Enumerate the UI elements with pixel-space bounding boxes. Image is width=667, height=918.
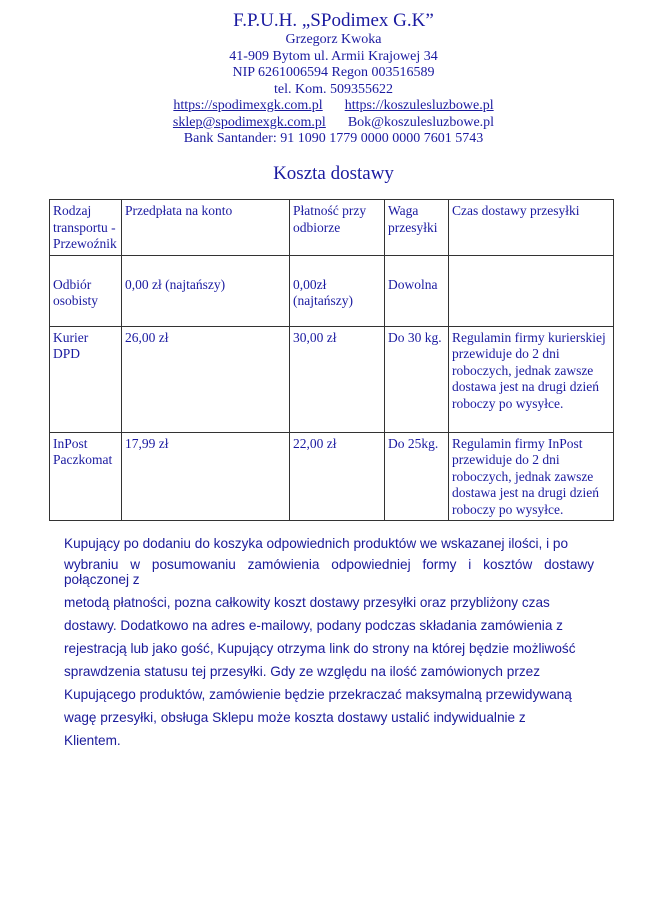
website-link-koszule[interactable]: https://koszulesluzbowe.pl [344, 98, 494, 113]
cell-carrier: InPost Paczkomat [50, 432, 122, 521]
paragraph-line: połączonej z [64, 572, 140, 587]
cell-weight: Dowolna [385, 255, 449, 326]
cell-delivery-time [449, 255, 614, 326]
cell-delivery-time: Regulamin firmy InPost przewiduje do 2 dni roboczych, jednak zawsze dostawa jest na drugi dzień roboczy po wysyłce. [449, 432, 614, 521]
cell-weight: Do 25kg. [385, 432, 449, 521]
table-row [50, 255, 614, 326]
table-row [50, 432, 614, 521]
cell-cod: 30,00 zł [290, 326, 385, 432]
delivery-costs-table [49, 199, 614, 521]
cell-carrier: Odbiór osobisty [50, 255, 122, 326]
cell-weight: Do 30 kg. [385, 326, 449, 432]
paragraph-line: metodą płatności, pozna całkowity koszt dostawy przesyłki oraz przybliżony czas [64, 595, 550, 610]
paragraph-line: wybraniu w posumowaniu zamówienia odpowiedniej formy i kosztów dostawy [64, 557, 594, 572]
owner-name: Grzegorz Kwoka [285, 32, 382, 47]
cell-cod: 0,00zł (najtańszy) [290, 255, 385, 326]
website-link-spodimex[interactable]: https://spodimexgk.com.pl [173, 98, 323, 113]
email-text-bok: Bok@koszulesluzbowe.pl [347, 114, 495, 130]
email-link-sklep[interactable]: sklep@spodimexgk.com.pl [172, 114, 326, 130]
cell-prepayment: 0,00 zł (najtańszy) [122, 255, 290, 326]
header-cell-prepayment: Przedpłata na konto [122, 200, 290, 256]
company-header [0, 10, 667, 148]
table-row [50, 326, 614, 432]
paragraph-line: Kupującego produktów, zamówienie będzie przekraczać maksymalną przewidywaną [64, 687, 572, 702]
company-phone: tel. Kom. 509355622 [274, 81, 393, 97]
paragraph-line: Klientem. [64, 733, 121, 748]
bank-account: Bank Santander: 91 1090 1779 0000 0000 7601 5743 [183, 131, 484, 146]
paragraph-line: dostawy. Dodatkowo na adres e-mailowy, podany podczas składania zamówienia z [64, 618, 563, 633]
header-cell-weight: Waga przesyłki [385, 200, 449, 256]
paragraph-line: Kupujący po dodaniu do koszyka odpowiednich produktów we wskazanej ilości, i po [64, 536, 569, 551]
cell-delivery-time: Regulamin firmy kurierskiej przewiduje do 2 dni roboczych, jednak zawsze dostawa jest na drugi dzień roboczy po wysyłce. [449, 326, 614, 432]
header-cell-carrier: Rodzaj transportu - Przewoźnik [50, 200, 122, 256]
company-address: 41-909 Bytom ul. Armii Krajowej 34 [229, 48, 438, 64]
table-header-row [50, 200, 614, 256]
header-cell-cod: Płatność przy odbiorze [290, 200, 385, 256]
cell-prepayment: 17,99 zł [122, 432, 290, 521]
cell-cod: 22,00 zł [290, 432, 385, 521]
websites-line [0, 98, 667, 115]
paragraph-line: wagę przesyłki, obsługa Sklepu może koszta dostawy ustalić indywidualnie z [64, 710, 526, 725]
delivery-info-paragraph [64, 535, 594, 750]
header-cell-delivery-time: Czas dostawy przesyłki [449, 200, 614, 256]
cell-carrier: Kurier DPD [50, 326, 122, 432]
company-name: F.P.U.H. „SPodimex G.K” [233, 10, 434, 31]
paragraph-line: rejestracją lub jako gość, Kupujący otrzyma link do strony na której będzie możliwość [64, 641, 576, 656]
section-title: Koszta dostawy [273, 163, 394, 184]
paragraph-line: sprawdzenia statusu tej przesyłki. Gdy ze względu na ilość zamówionych przez [64, 664, 540, 679]
cell-prepayment: 26,00 zł [122, 326, 290, 432]
emails-line [0, 115, 667, 132]
company-ids: NIP 6261006594 Regon 003516589 [232, 65, 435, 80]
